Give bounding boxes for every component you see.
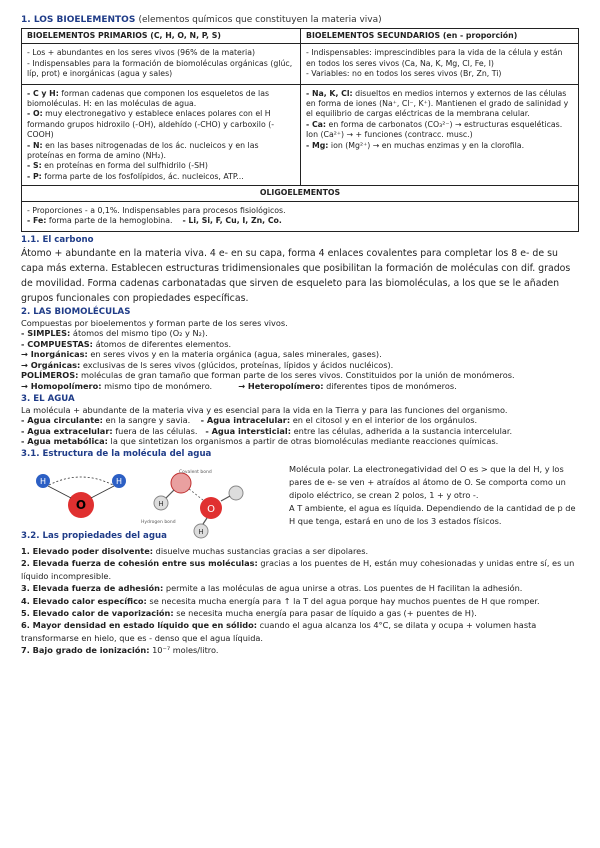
primary-general-cell bbox=[22, 44, 301, 84]
property-item: 7. Bajo grado de ionización: 10⁻⁷ moles/litro. bbox=[21, 645, 219, 656]
water-heading: 3. EL AGUA bbox=[21, 393, 75, 404]
bond-line bbox=[91, 486, 114, 498]
oxygen-label: O bbox=[207, 504, 215, 516]
section-note: (elementos químicos que constituyen la materia viva) bbox=[138, 15, 382, 25]
section-number: 1. bbox=[21, 15, 31, 25]
bond-line bbox=[48, 486, 71, 498]
primary-details-cell bbox=[22, 84, 301, 186]
property-item: 3. Elevada fuerza de adhesión: permite a las moléculas de agua unirse a otras. Los puentes de H facilitan la adhesión. bbox=[21, 583, 523, 594]
detail-line: - O: muy electronegativo y establece enlaces polares con el H formando grupos hidroxilo (-OH), aldehído (-CHO) y carboxilo (-COOH) bbox=[27, 109, 275, 140]
section-title: LOS BIOELEMENTOS bbox=[33, 15, 136, 25]
biomolecules-text: Compuestas por bioelementos y forman parte de los seres vivos. - SIMPLES: átomos del mismo tipo (O₂ y N₂). - COMPUESTAS: átomos de diferentes elementos. → Inorgánicas: en seres vivos y en la materia orgánica (agua, sales minerales, gases). → Orgánicas: exclusivas de ls seres vivos (glúcidos, proteínas, lípidos y ácidos nucléicos). POLÍMEROS: moléculas de gran tamaño que forman parte de los seres vivos. Constituidos por la unión de monómeros. → Homopolímero: mismo tipo de monómero. → Heteropolímero: diferentes tipos de monómeros. bbox=[21, 317, 515, 392]
detail-line: - Ca: en forma de carbonatos (CO₃²⁻) → estructuras esqueléticas. Ion (Ca²⁺) → + funciones (contracc. musc.) bbox=[306, 119, 563, 140]
hydrogen-label: H bbox=[158, 500, 164, 509]
secondary-details-cell bbox=[301, 84, 579, 186]
biomolecules-heading: 2. LAS BIOMOLÉCULAS bbox=[21, 306, 131, 317]
bioelements-table bbox=[21, 28, 579, 232]
hydrogen-atom bbox=[229, 486, 243, 500]
secondary-header: BIOELEMENTOS SECUNDARIOS (en - proporción) bbox=[301, 29, 579, 44]
water-structure-heading: 3.1. Estructura de la molécula del agua bbox=[21, 449, 212, 460]
detail-line: - Mg: ion (Mg²⁺) → en muchas enzimas y en la clorofila. bbox=[306, 140, 525, 150]
section-1-heading bbox=[21, 14, 581, 26]
carbon-heading: 1.1. El carbono bbox=[21, 234, 94, 245]
oligo-header: OLIGOELEMENTOS bbox=[22, 186, 579, 201]
detail-line: - Na, K, Cl: disueltos en medios internos y externos de las células en forma de iones (Na⁺, Cl⁻, K⁺). Mantienen el grado de salinidad y el equilibrio de cargas eléctricas de la membrana celular. bbox=[306, 88, 569, 119]
property-item: 2. Elevada fuerza de cohesión entre sus moléculas: gracias a los puentes de H, están muy cohesionadas y unidas entre sí, es un líquido incompresible. bbox=[21, 558, 575, 581]
water-structure-text2: A T ambiente, el agua es líquida. Dependiendo de la cantidad de p de H que tenga, estará en uno de los 3 estados físicos. bbox=[289, 503, 576, 527]
oxygen-label: O bbox=[75, 498, 87, 513]
bond-line bbox=[221, 496, 230, 501]
bond-line bbox=[166, 490, 174, 498]
oligo-line: - Proporciones - a 0,1%. Indispensables para procesos fisiológicos. bbox=[27, 205, 286, 215]
oligo-list: - Li, Si, F, Cu, I, Zn, Co. bbox=[182, 216, 282, 226]
property-item: 6. Mayor densidad en estado líquido que en sólido: cuando el agua alcanza los 4°C, se dilata y ocupa + volumen hasta transformarse en hielo, que es - denso que el agua líquida. bbox=[21, 620, 537, 643]
oligo-cell bbox=[22, 201, 579, 231]
detail-line: - C y H: forman cadenas que componen los esqueletos de las biomoléculas. H: en las moléculas de agua. bbox=[27, 88, 270, 109]
water-structure-block bbox=[21, 463, 581, 551]
property-item: 5. Elevado calor de vaporización: se necesita mucha energía para pasar de líquido a gas (+ puentes de H). bbox=[21, 608, 477, 619]
water-text: La molécula + abundante de la materia viva y es esencial para la vida en la Tierra y para las funciones del organismo. - Agua circulante: en la sangre y savia. - Agua intracelular: en el citosol y en el interior de los orgánulos. - Agua extracelular: fuera de las células. - Agua intersticial: entre las células, adherida a la sustancia intercelular. - Agua metabólica: la que sintetizan los organismos a partir de otras biomoléculas mediante reacciones químicas. bbox=[21, 404, 513, 447]
primary-general-line: - Indispensables para la formación de biomoléculas orgánicas (glúc, líp, prot) e inorgánicas (agua y sales) bbox=[27, 58, 293, 79]
angle-arc bbox=[49, 477, 113, 485]
primary-header: BIOELEMENTOS PRIMARIOS (C, H, O, N, P, S) bbox=[22, 29, 301, 44]
hydrogen-bond-line bbox=[189, 489, 203, 500]
hydrogen-bond-label: Hydrogen bond bbox=[141, 520, 176, 526]
page bbox=[21, 0, 581, 657]
detail-line: - S: en proteínas en forma del sulfhidrilo (-SH) bbox=[27, 161, 208, 171]
oligo-fe-line: - Fe: forma parte de la hemoglobina. - Li, Si, F, Cu, I, Zn, Co. bbox=[27, 216, 282, 226]
carbon-text: Átomo + abundante en la materia viva. 4 e- en su capa, forma 4 enlaces covalentes para completar los 8 e- de su capa más externa. Establecen estructuras tridimensionales que posibilitan la formación de moléculas con dif. grados de movilidad. Forma cadenas carbonatadas que sirven de esqueleto para las biomoléculas, a los que se le añaden grupos funcionales con propiedades específicas. bbox=[21, 247, 571, 304]
detail-line: - P: forma parte de los fosfolípidos, ác. nucleicos, ATP... bbox=[27, 171, 244, 181]
detail-line: - N: en las bases nitrogenadas de los ác. nucleicos y en las proteínas en forma de amino (NH₂). bbox=[27, 140, 259, 161]
hydrogen-label: H bbox=[198, 528, 204, 537]
hydrogen-label: H bbox=[39, 477, 47, 487]
secondary-general-line: - Indispensables: imprescindibles para la vida de la célula y están en todos los seres vivos (Ca, Na, K, Mg, Cl, Fe, I) bbox=[306, 48, 563, 68]
water-properties-list bbox=[21, 545, 581, 657]
water-properties-heading: 3.2. Las propiedades del agua bbox=[21, 531, 167, 542]
property-item: 1. Elevado poder disolvente: disuelve muchas sustancias gracias a ser dipolares. bbox=[21, 546, 369, 557]
secondary-general-cell bbox=[301, 44, 579, 84]
property-item: 4. Elevado calor específico: se necesita mucha energía para ↑ la T del agua porque hay muchos puentes de H que romper. bbox=[21, 595, 540, 606]
bond-line bbox=[203, 518, 207, 524]
water-structure-text: Molécula polar. La electronegatividad del O es > que la del H, y los pares de e- se ven + atraídos al átomo de O. Se comporta como un dipolo eléctrico, se crean 2 polos, 1 + y otro -. A T ambiente, el agua es líquida. Dependiendo de la cantidad de p de H que tenga, estará en uno de los 3 estados físicos. bbox=[289, 463, 581, 528]
primary-general-line: - Los + abundantes en los seres vivos (96% de la materia) bbox=[27, 48, 256, 58]
covalent-bond-label: Covalent bond bbox=[179, 470, 212, 476]
secondary-general-line: - Variables: no en todos los seres vivos (Br, Zn, Ti) bbox=[306, 69, 502, 79]
hydrogen-label: H bbox=[115, 477, 123, 487]
